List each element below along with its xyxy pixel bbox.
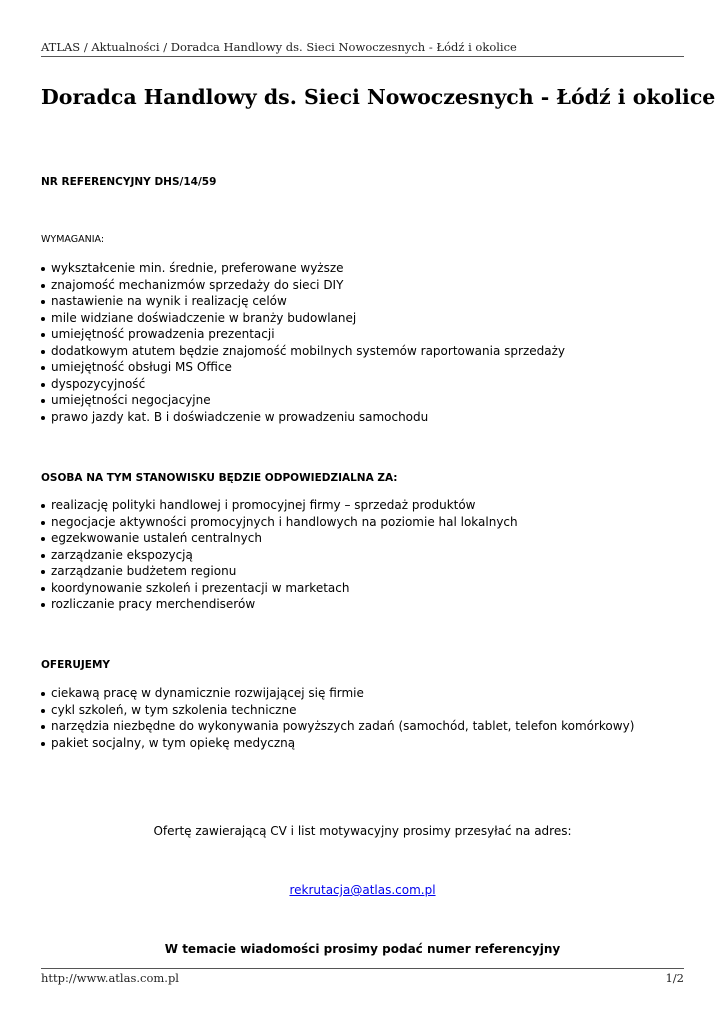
list-item: mile widziane doświadczenie w branży budowlanej bbox=[41, 310, 565, 327]
list-item: negocjacje aktywności promocyjnych i handlowych na poziomie hal lokalnych bbox=[41, 514, 518, 531]
breadcrumb: ATLAS / Aktualności / Doradca Handlowy ds. Sieci Nowoczesnych - Łódź i okolice bbox=[41, 40, 684, 57]
list-item: nastawienie na wynik i realizację celów bbox=[41, 293, 565, 310]
contact-email-wrapper bbox=[41, 883, 684, 897]
list-item: koordynowanie szkoleń i prezentacji w marketach bbox=[41, 580, 518, 597]
list-item: pakiet socjalny, w tym opiekę medyczną bbox=[41, 735, 634, 752]
list-item: dyspozycyjność bbox=[41, 376, 565, 393]
reference-number: NR REFERENCYJNY DHS/14/59 bbox=[41, 176, 217, 188]
list-item: umiejętność prowadzenia prezentacji bbox=[41, 326, 565, 343]
list-item: zarządzanie budżetem regionu bbox=[41, 563, 518, 580]
list-item: znajomość mechanizmów sprzedaży do sieci DIY bbox=[41, 277, 565, 294]
responsibilities-heading: OSOBA NA TYM STANOWISKU BĘDZIE ODPOWIEDZIALNA ZA: bbox=[41, 472, 398, 484]
email-link[interactable]: rekrutacja@atlas.com.pl bbox=[289, 883, 436, 897]
list-item: egzekwowanie ustaleń centralnych bbox=[41, 530, 518, 547]
reference-note: W temacie wiadomości prosimy podać numer referencyjny bbox=[164, 942, 561, 956]
responsibilities-list bbox=[41, 497, 518, 613]
page-footer bbox=[41, 968, 684, 985]
list-item: narzędzia niezbędne do wykonywania powyższych zadań (samochód, tablet, telefon komórkowy) bbox=[41, 718, 634, 735]
requirements-label: WYMAGANIA: bbox=[41, 234, 105, 245]
list-item: dodatkowym atutem będzie znajomość mobilnych systemów raportowania sprzedaży bbox=[41, 343, 565, 360]
page-number: 1/2 bbox=[665, 971, 684, 985]
list-item: rozliczanie pracy merchendiserów bbox=[41, 596, 518, 613]
offer-heading: OFERUJEMY bbox=[41, 659, 111, 671]
list-item: ciekawą pracę w dynamicznie rozwijającej się firmie bbox=[41, 685, 634, 702]
requirements-list bbox=[41, 260, 565, 425]
footer-url: http://www.atlas.com.pl bbox=[41, 971, 179, 985]
list-item: prawo jazdy kat. B i doświadczenie w prowadzeniu samochodu bbox=[41, 409, 565, 426]
list-item: realizację polityki handlowej i promocyjnej firmy – sprzedaż produktów bbox=[41, 497, 518, 514]
list-item: wykształcenie min. średnie, preferowane wyższe bbox=[41, 260, 565, 277]
list-item: umiejętność obsługi MS Office bbox=[41, 359, 565, 376]
page-title: Doradca Handlowy ds. Sieci Nowoczesnych - Łódź i okolice bbox=[41, 85, 716, 109]
contact-intro: Ofertę zawierającą CV i list motywacyjny prosimy przesyłać na adres: bbox=[153, 824, 572, 838]
list-item: zarządzanie ekspozycją bbox=[41, 547, 518, 564]
list-item: umiejętności negocjacyjne bbox=[41, 392, 565, 409]
list-item: cykl szkoleń, w tym szkolenia techniczne bbox=[41, 702, 634, 719]
offer-list bbox=[41, 685, 634, 751]
